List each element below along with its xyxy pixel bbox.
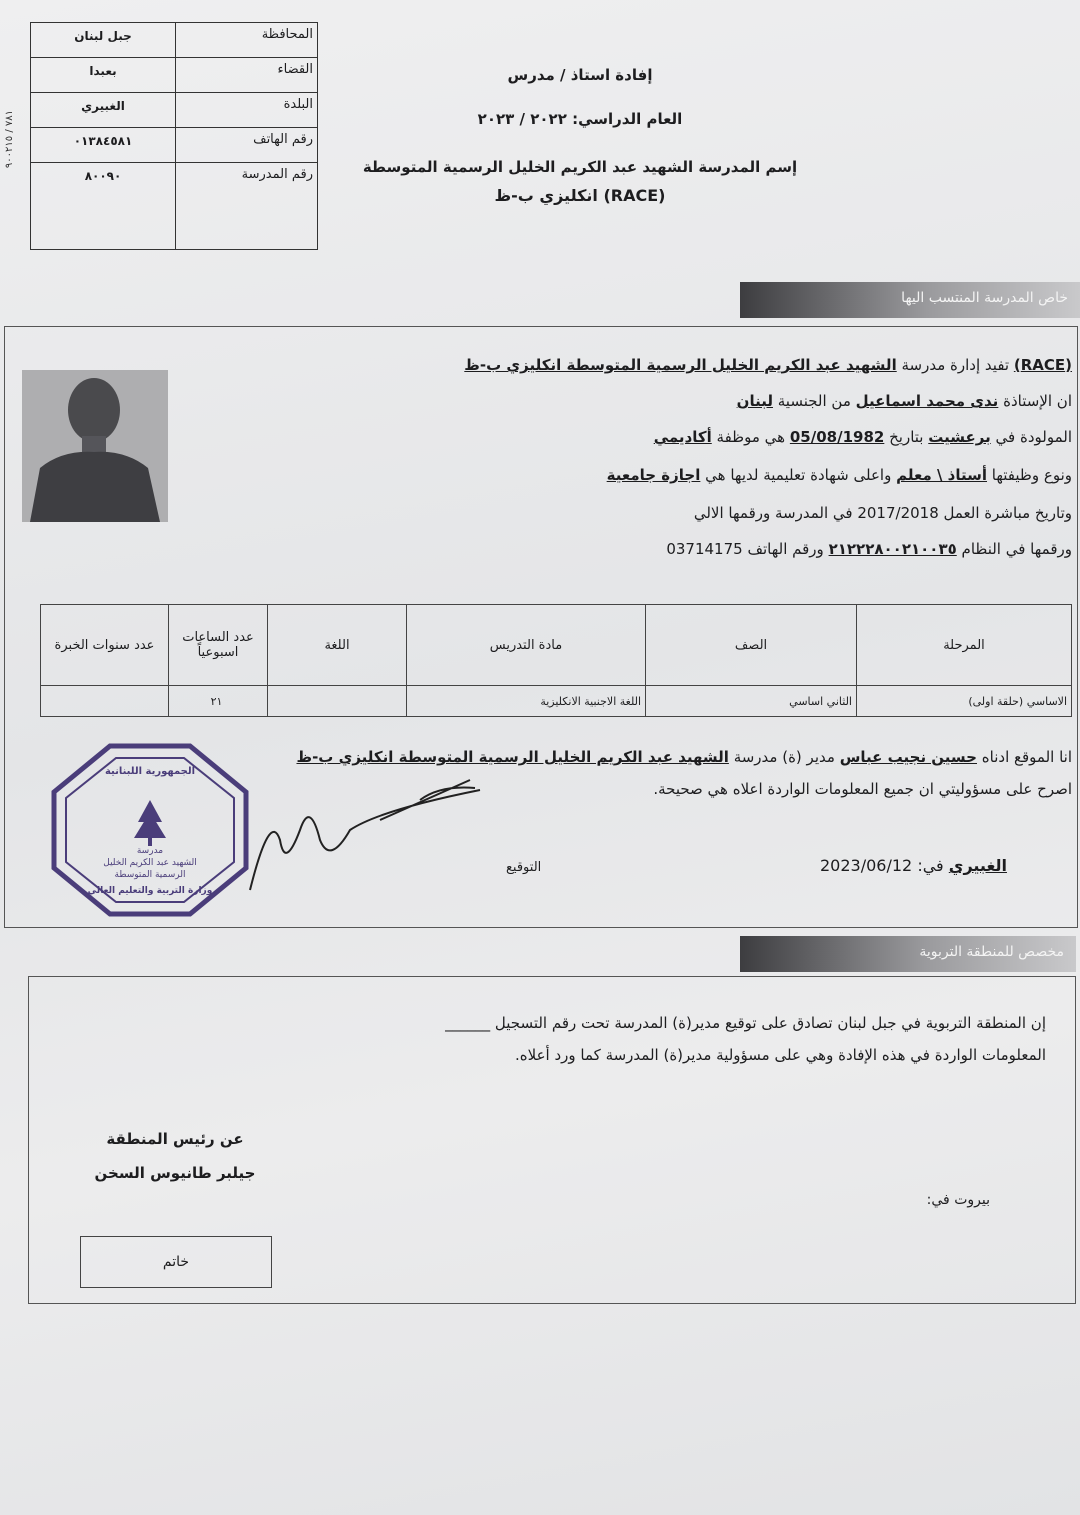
official-stamp [50,742,250,918]
degree: اجازة جامعية [606,466,701,484]
intro-line-3: المولودة في برعشيت بتاريخ 05/08/1982 هي موظفة أكاديمي [653,428,1072,446]
info-value: ٨٠٠٩٠ [84,169,122,183]
table-header: الصف [646,605,857,686]
school-name: إسم المدرسة الشهيد عبد الكريم الخليل الرسمية المتوسطة [362,158,798,176]
info-value: بعبدا [89,64,117,78]
table-cell [41,686,169,717]
info-label: القضاء [175,58,317,92]
stamp-center-2: الشهيد عبد الكريم الخليل [103,858,197,868]
job-type: أستاذ \ معلم [896,466,988,484]
info-value: ٠١٣٨٤٥٨١ [73,134,133,148]
table-cell: الثاني اساسي [646,686,857,717]
intro-line-6: ورقمها في النظام ٢١٢٢٢٨٠٠٢١٠٠٣٥ ورقم الهاتف 03714175 [666,540,1072,558]
intro-line-1: (RACE) تفيد إدارة مدرسة الشهيد عبد الكريم الخليل الرسمية المتوسطة انكليزي ب-ظ [464,356,1072,374]
teacher-name: ندى محمد اسماعيل [855,392,999,410]
table-row [41,686,1072,717]
school-info-box [30,22,318,250]
info-row-district [31,58,317,93]
table-cell [268,686,407,717]
place-date: الغبيري في: 2023/06/12 [820,856,1007,875]
birth-place: برعشيت [928,428,991,446]
info-row-school-number [31,163,317,249]
stamp-ring-text: الجمهورية اللبنانية [104,766,196,777]
director-name: حسين نجيب عباس [839,748,977,766]
info-label: البلدة [175,93,317,127]
table-header: اللغة [268,605,407,686]
info-label: رقم الهاتف [175,128,317,162]
signature-date: 2023/06/12 [820,856,913,875]
signature-icon [230,770,490,910]
birth-date: 05/08/1982 [789,428,885,446]
person-silhouette-icon [22,370,168,522]
section-banner-school: خاص المدرسة المنتسب اليها [740,282,1080,318]
school-name-underlined: الشهيد عبد الكريم الخليل الرسمية المتوسطة انكليزي ب-ظ [464,356,897,374]
region-line-2: المعلومات الواردة في هذه الإفادة وهي على مسؤولية مدير(ة) المدرسة كما ورد أعلاه. [515,1046,1046,1064]
intro-line-5: وتاريخ مباشرة العمل 2017/2018 في المدرسة ورقمها الالي [693,504,1072,522]
info-row-governorate [31,23,317,58]
system-number: ٢١٢٢٢٨٠٠٢١٠٠٣٥ [828,540,957,558]
info-label: المحافظة [175,23,317,57]
stamp-bottom-text: وزارة التربية والتعليم العالي [87,886,213,896]
side-code: ٧٨١ / ٩٠٠٢١٥ [4,110,15,169]
table-header: المرحلة [857,605,1072,686]
stamp-center-1: مدرسة [136,846,164,856]
region-head-title: عن رئيس المنطقة [106,1130,244,1148]
info-value: جبل لبنان [74,29,132,43]
table-cell: اللغة الاجنبية الانكليزية [407,686,646,717]
info-label: رقم المدرسة [175,163,317,249]
phone-number: 03714175 [666,540,743,558]
table-cell: الاساسي (حلقة اولى) [857,686,1072,717]
info-value: الغبيري [81,99,125,113]
section-banner-region: مخصص للمنطقة التربوية [740,936,1076,972]
teacher-photo [22,370,168,522]
stamp-center-3: الرسمية المتوسطة [114,870,186,880]
beirut-date-label: بيروت في: [926,1192,990,1208]
school-subtitle: (RACE) انكليزي ب-ظ [494,186,666,205]
table-header: عدد الساعات اسبوعياً [169,605,268,686]
employee-status: أكاديمي [653,428,712,446]
nationality: لبنان [736,392,773,410]
info-row-phone [31,128,317,163]
info-row-town [31,93,317,128]
table-header: عدد سنوات الخبرة [41,605,169,686]
region-head-name: جيلبر طانيوس السخن [94,1164,256,1182]
region-line-1: إن المنطقة التربوية في جبل لبنان تصادق على توقيع مدير(ة) المدرسة تحت رقم التسجيل ______ [445,1014,1046,1032]
table-header-row [41,605,1072,686]
race-label: (RACE) [1013,356,1072,374]
intro-line-2: ان الإستاذة ندى محمد اسماعيل من الجنسية لبنان [736,392,1072,410]
signature-label: التوقيع [506,860,542,875]
declaration-line-2: اصرح على مسؤوليتي ان جميع المعلومات الواردة اعلاه هي صحيحة. [653,780,1072,798]
declaration-line-1: انا الموقع ادناه حسين نجيب عباس مدير (ة) مدرسة الشهيد عبد الكريم الخليل الرسمية المتوسطة انكليزي ب-ظ [296,748,1072,766]
stamp-box: خاتم [80,1236,272,1288]
place-name: الغبيري [948,856,1007,875]
table-cell: ٢١ [169,686,268,717]
school-name-underlined: الشهيد عبد الكريم الخليل الرسمية المتوسطة انكليزي ب-ظ [296,748,729,766]
intro-line-4: ونوع وظيفتها أستاذ \ معلم واعلى شهادة تعليمية لديها هي اجازة جامعية [606,466,1072,484]
table-header: مادة التدريس [407,605,646,686]
doc-title: إفادة استاذ / مدرس [507,66,653,84]
teaching-table [40,604,1072,717]
school-year: العام الدراسي: ٢٠٢٢ / ٢٠٢٣ [477,110,683,128]
